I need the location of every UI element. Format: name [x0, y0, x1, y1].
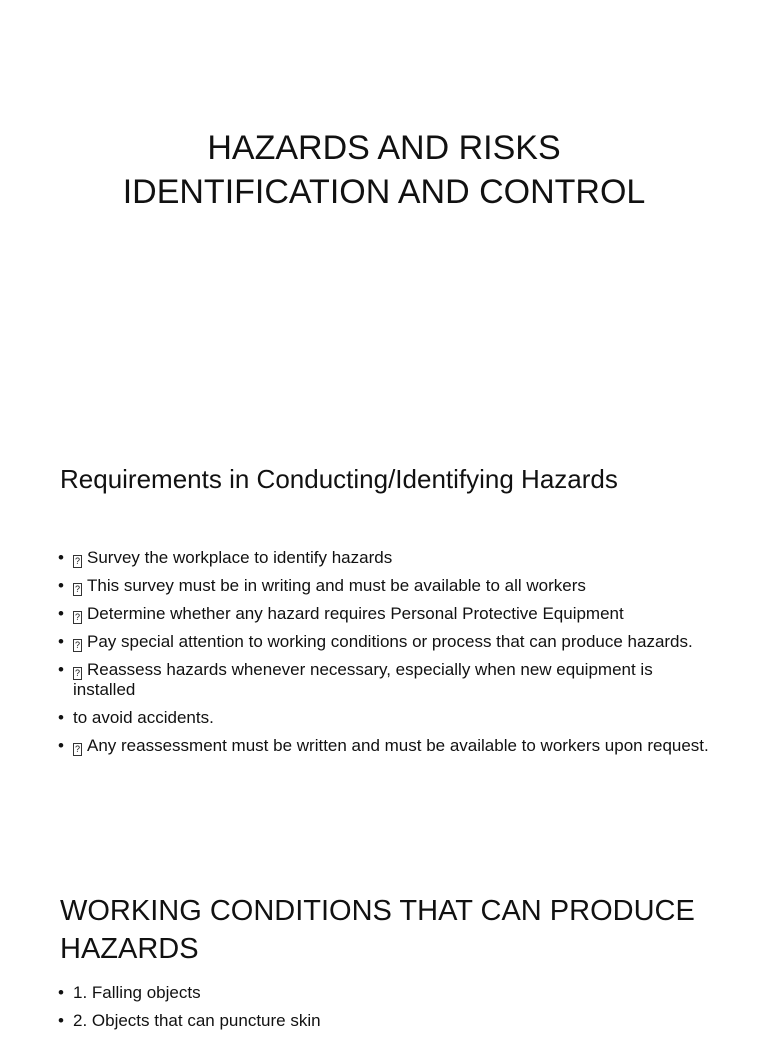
list-item: [58, 548, 718, 568]
bullet-icon: •: [58, 660, 64, 679]
bullet-icon: •: [58, 736, 64, 755]
list-item-text: to avoid accidents.: [73, 708, 214, 727]
working-conditions-heading-line-1: WORKING CONDITIONS THAT CAN PRODUCE: [60, 895, 695, 927]
list-item: [58, 708, 718, 728]
bullet-icon: •: [58, 708, 64, 727]
list-item-text: This survey must be in writing and must be available to all workers: [87, 576, 586, 595]
list-item: [58, 660, 718, 700]
list-item-text: Determine whether any hazard requires Personal Protective Equipment: [87, 604, 624, 623]
list-item: [58, 604, 718, 624]
working-conditions-list: [58, 983, 718, 1039]
requirements-heading: Requirements in Conducting/Identifying Hazards: [60, 464, 618, 494]
bullet-icon: •: [58, 604, 64, 623]
bullet-icon: •: [58, 983, 64, 1002]
bullet-icon: •: [58, 576, 64, 595]
list-item-text: 1. Falling objects: [73, 983, 201, 1002]
bullet-icon: •: [58, 548, 64, 567]
bullet-icon: •: [58, 632, 64, 651]
list-item: [58, 632, 718, 652]
slide-title-line-2: IDENTIFICATION AND CONTROL: [122, 173, 646, 211]
list-item-text: 2. Objects that can puncture skin: [73, 1011, 321, 1030]
missing-glyph-icon: ?: [74, 744, 80, 754]
list-item: [58, 576, 718, 596]
list-item-text: Survey the workplace to identify hazards: [87, 548, 393, 567]
list-item-text: Reassess hazards whenever necessary, especially when new equipment is installed: [73, 660, 653, 699]
list-item-text: Pay special attention to working conditions or process that can produce hazards.: [87, 632, 693, 651]
missing-glyph-icon: ?: [74, 556, 80, 566]
bullet-icon: •: [58, 1011, 64, 1030]
missing-glyph-icon: ?: [74, 668, 80, 678]
list-item: [58, 1011, 718, 1031]
working-conditions-heading: [60, 892, 740, 968]
list-item: [58, 736, 718, 756]
list-item: [58, 983, 718, 1003]
slide-title-line-1: HAZARDS AND RISKS: [207, 129, 561, 167]
missing-glyph-icon: ?: [74, 612, 80, 622]
missing-glyph-icon: ?: [74, 640, 80, 650]
slide-title: [0, 126, 768, 214]
working-conditions-heading-line-2: HAZARDS: [60, 933, 199, 965]
list-item-text: Any reassessment must be written and must be available to workers upon request.: [87, 736, 709, 755]
missing-glyph-icon: ?: [74, 584, 80, 594]
requirements-list: [58, 548, 718, 764]
